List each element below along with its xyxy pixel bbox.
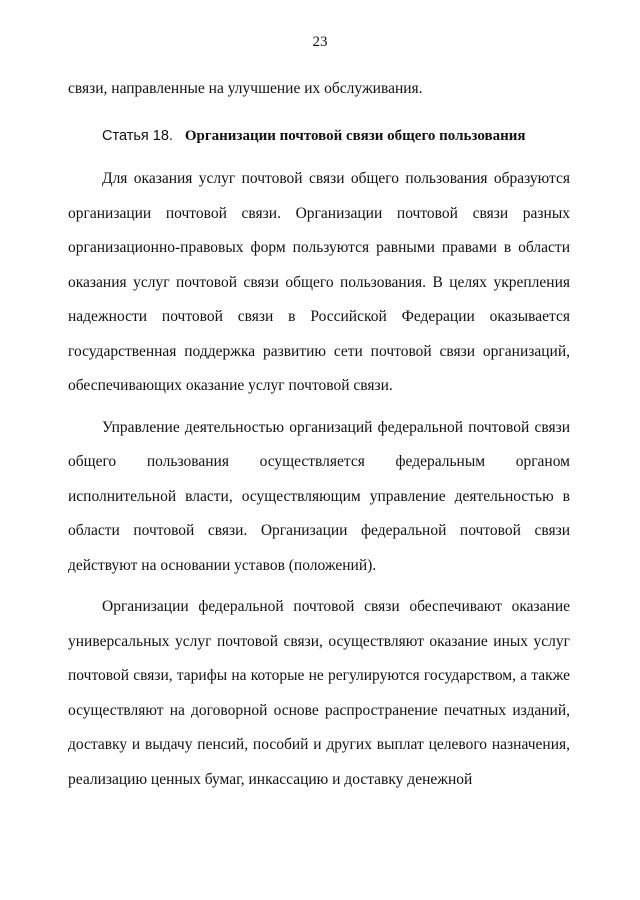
continuation-text: связи, направленные на улучшение их обслуживания. [68, 80, 423, 97]
article-label: Статья 18. [102, 127, 173, 144]
paragraph: Организации федеральной почтовой связи обеспечивают оказание универсальных услуг почтовой связи, осуществляют оказание иных услуг почтовой связи, тарифы на которые не регулируются государством, а также осуществляют на договорной основе распространение печатных изданий, доставку и выдачу пенсий, пособий и других выплат целевого назначения, реализацию ценных бумаг, инкассацию и доставку денежной [68, 598, 570, 788]
article-heading [68, 119, 570, 154]
article-title: Организации почтовой связи общего пользования [184, 127, 526, 144]
page-number: 23 [312, 34, 328, 50]
paragraph: Для оказания услуг почтовой связи общего пользования образуются организации почтовой связи. Организации почтовой связи разных организационно-правовых форм пользуются равными правами в области оказания услуг почтовой связи общего пользования. В целях укрепления надежности почтовой связи в Российской Федерации оказывается государственная поддержка развитию сети почтовой связи организаций, обеспечивающих оказание услуг почтовой связи. [68, 170, 570, 394]
paragraph: Управление деятельностью организаций федеральной почтовой связи общего пользования осуществляется федеральным органом исполнительной власти, осуществляющим управление деятельностью в области почтовой связи. Организации федеральной почтовой связи действуют на основании уставов (положений). [68, 418, 570, 574]
document-body [68, 72, 570, 797]
